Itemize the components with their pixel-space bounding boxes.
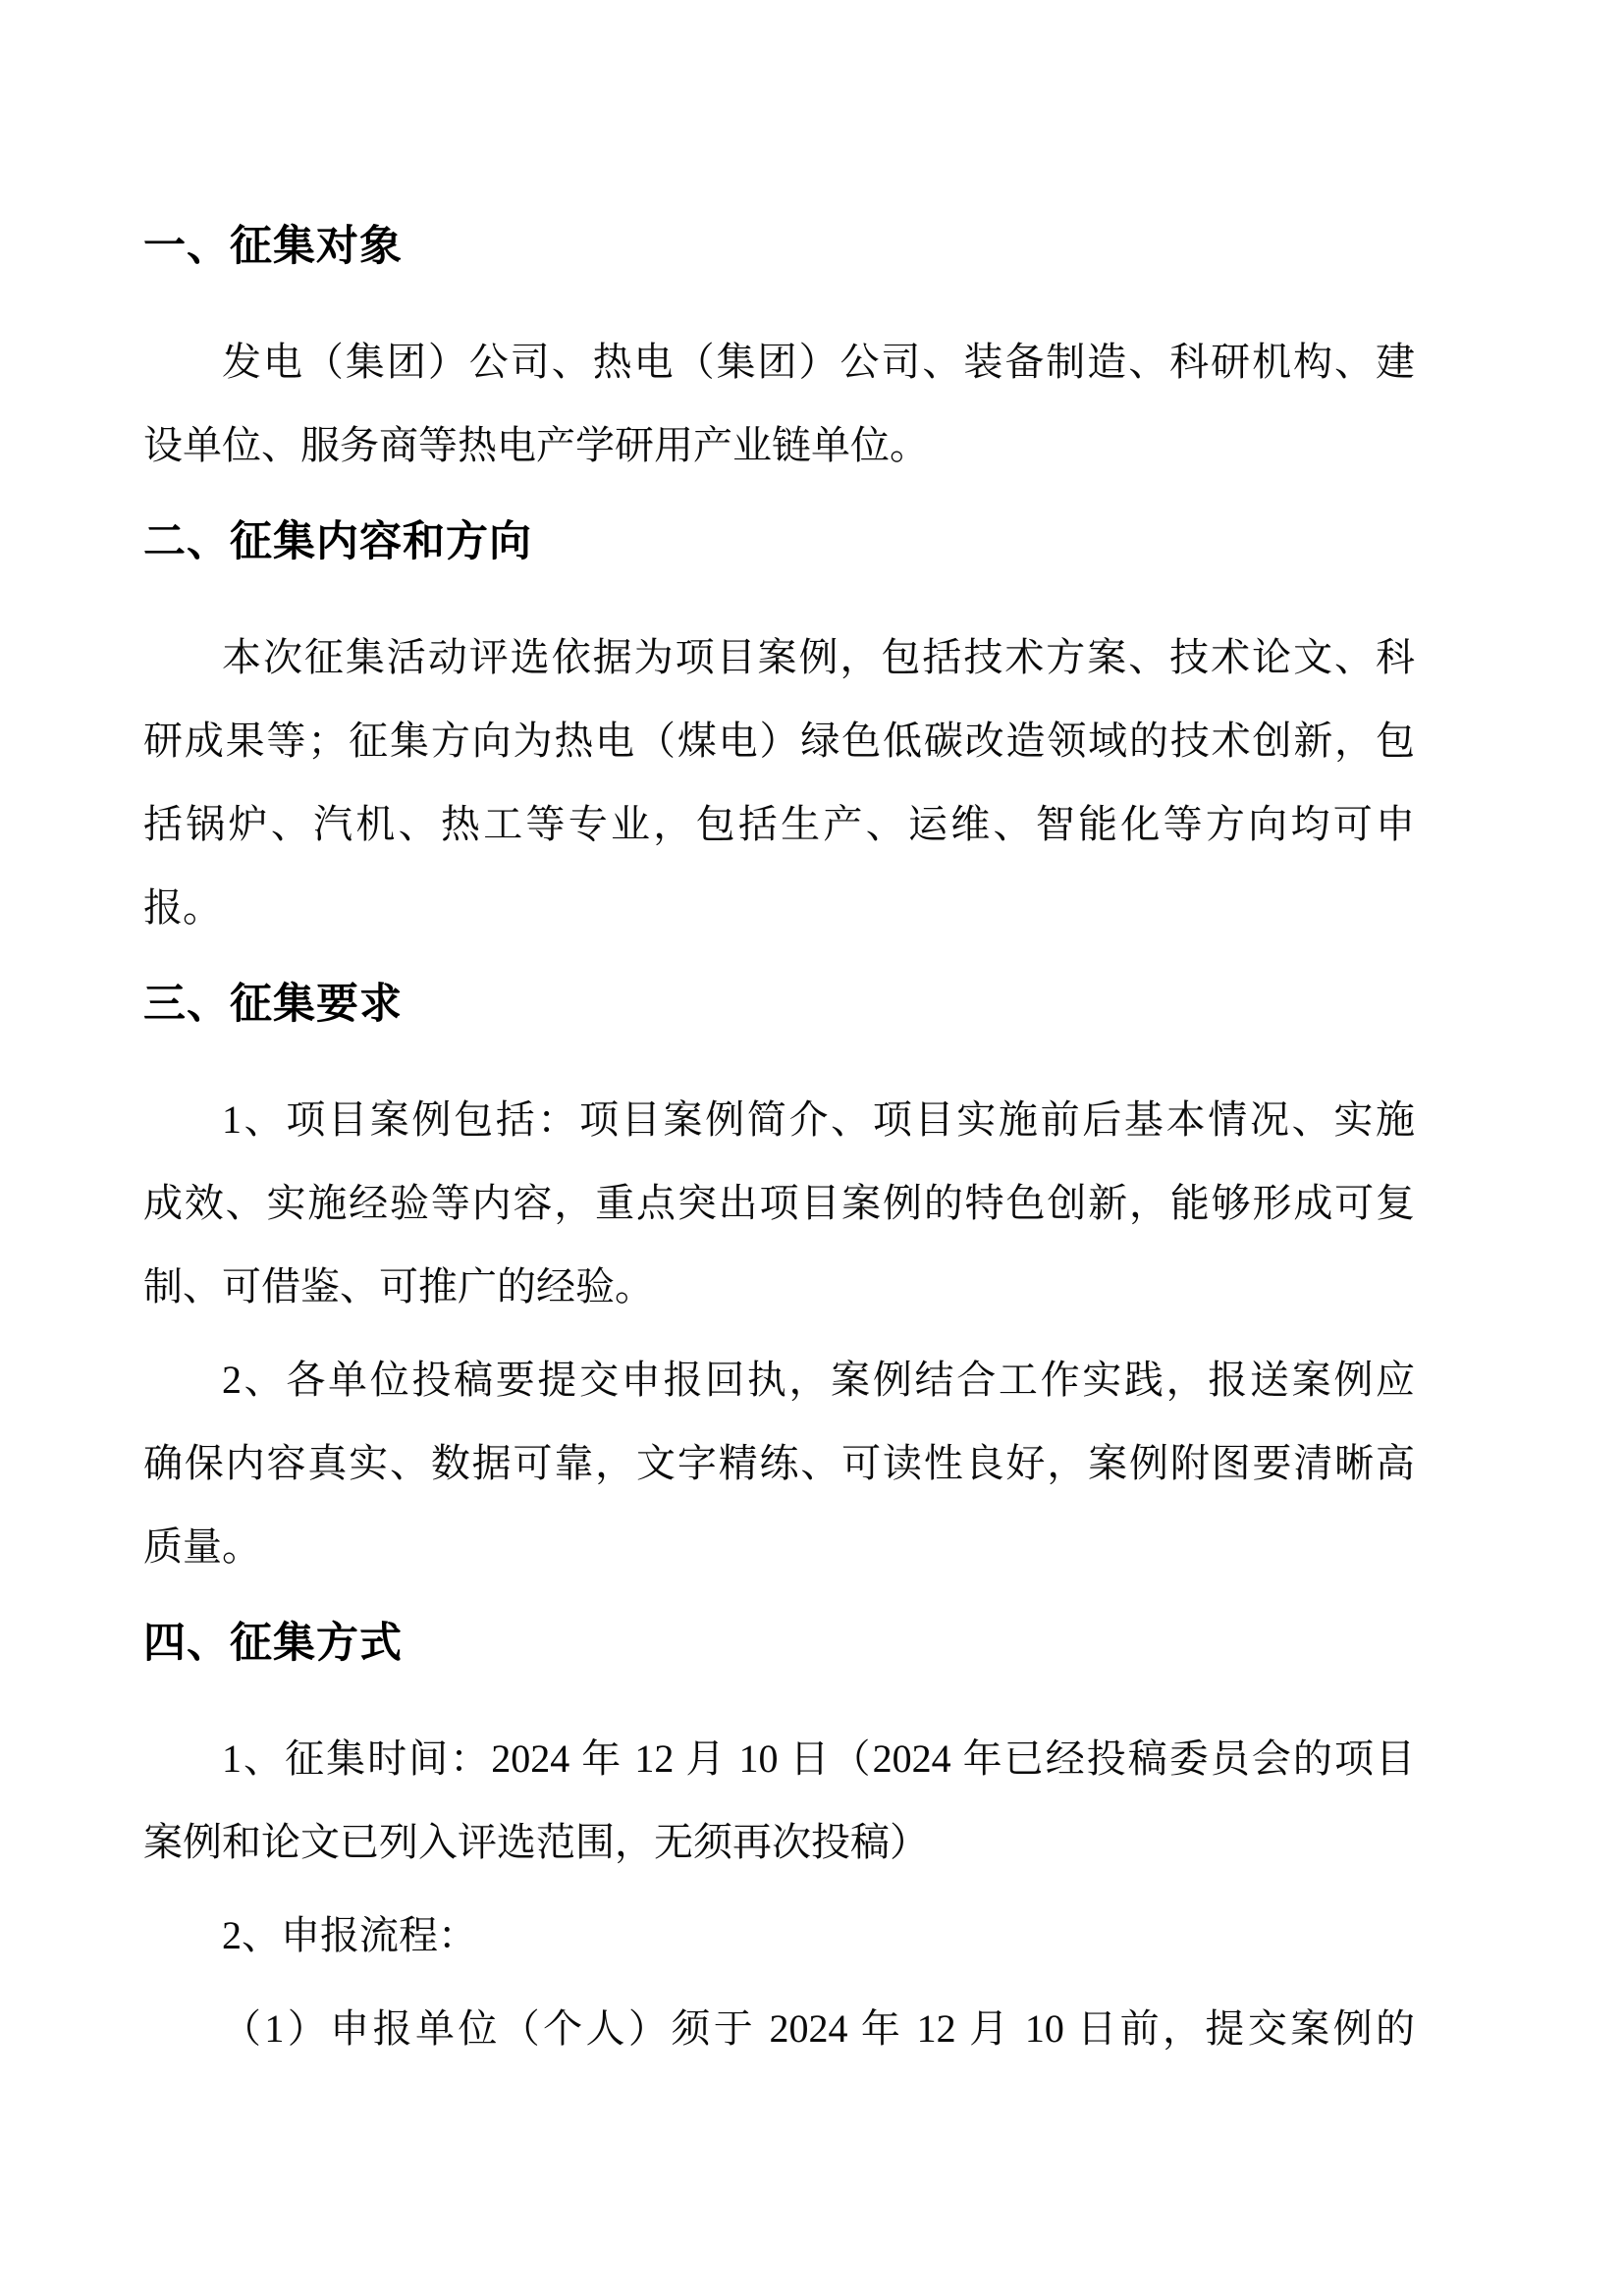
- paragraph-collection-time: [143, 1717, 1415, 1884]
- paragraph-application-process: [143, 1894, 1415, 1977]
- paragraph-requirement-2: [143, 1338, 1415, 1588]
- text-line: 1、征集时间：2024 年 12 月 10 日（2024 年已经投稿委员会的项目: [222, 1736, 1415, 1781]
- section-heading-3: 三、征集要求: [143, 981, 403, 1028]
- section-heading-1: 一、征集对象: [143, 223, 403, 270]
- text-line: 2、各单位投稿要提交申报回执，案例结合工作实践，报送案例应: [222, 1358, 1415, 1402]
- text-line: 制、可借鉴、可推广的经验。: [143, 1264, 654, 1308]
- section-heading-2: 二、征集内容和方向: [143, 518, 532, 565]
- text-line: 案例和论文已列入评选范围，无须再次投稿）: [143, 1820, 929, 1864]
- text-line: 报。: [143, 885, 222, 930]
- paragraph-collection-targets: [143, 320, 1415, 487]
- paragraph-content-direction: [143, 615, 1415, 949]
- text-line: 确保内容真实、数据可靠，文字精练、可读性良好，案例附图要清晰高: [143, 1441, 1415, 1485]
- text-line: 1、项目案例包括：项目案例简介、项目实施前后基本情况、实施: [222, 1097, 1415, 1142]
- text-line: 本次征集活动评选依据为项目案例，包括技术方案、技术论文、科: [222, 635, 1415, 679]
- text-line: 发电（集团）公司、热电（集团）公司、装备制造、科研机构、建: [222, 340, 1415, 384]
- text-line: 研成果等；征集方向为热电（煤电）绿色低碳改造领域的技术创新，包: [143, 719, 1415, 763]
- text-line: 质量。: [143, 1524, 261, 1569]
- text-line: 2、申报流程：: [222, 1913, 477, 1957]
- text-line: 成效、实施经验等内容，重点突出项目案例的特色创新，能够形成可复: [143, 1181, 1415, 1225]
- text-line: 括锅炉、汽机、热工等专业，包括生产、运维、智能化等方向均可申: [143, 802, 1415, 846]
- text-line: （1）申报单位（个人）须于 2024 年 12 月 10 日前，提交案例的: [222, 2006, 1415, 2051]
- paragraph-process-step-1: [143, 1987, 1415, 2070]
- paragraph-requirement-1: [143, 1078, 1415, 1328]
- text-line: 设单位、服务商等热电产学研用产业链单位。: [143, 423, 929, 467]
- section-heading-4: 四、征集方式: [143, 1620, 403, 1667]
